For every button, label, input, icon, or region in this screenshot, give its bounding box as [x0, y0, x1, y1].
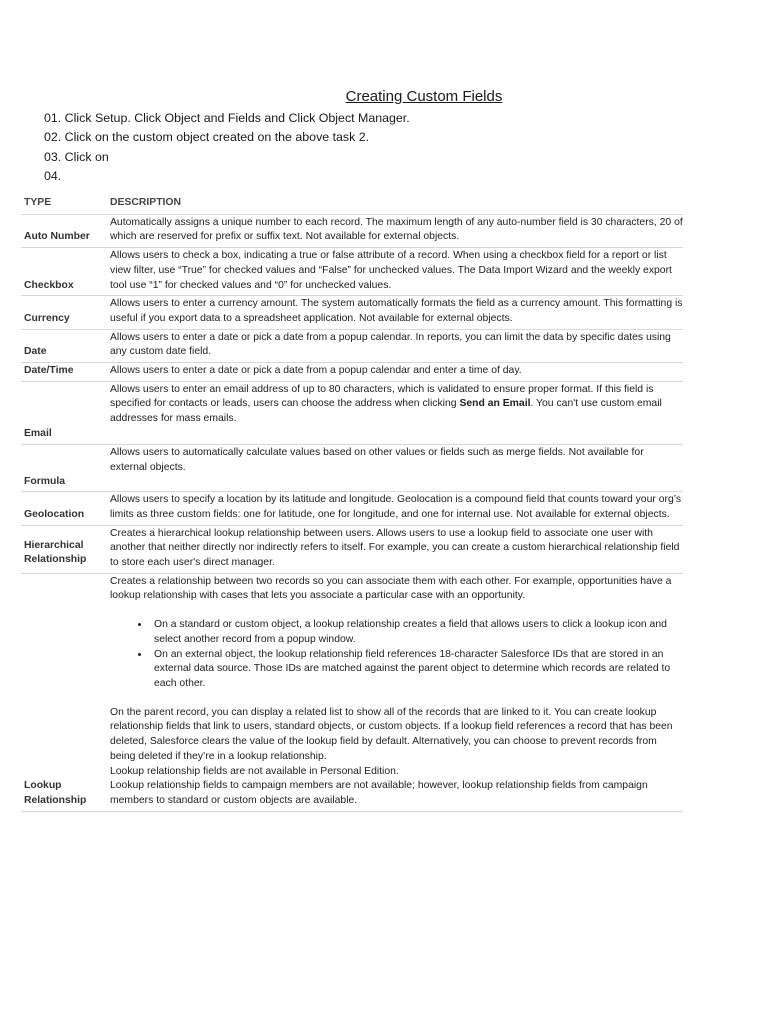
page-title: Creating Custom Fields [345, 88, 503, 105]
list-item: • On an external object, the lookup relationship field references 18-character Salesforce IDs that are stored in an external data source. Those IDs are matched against the parent object to determine which records are related to each other. [150, 648, 683, 692]
table-row [21, 381, 683, 444]
lookup-bullet-list [110, 618, 683, 692]
field-type: Date/Time [21, 363, 107, 382]
table-row [21, 296, 683, 329]
field-description: Allows users to automatically calculate values based on other values or fields such as merge fields. Not available for external objects. [107, 444, 683, 491]
email-description-start: Allows users to enter an email address of up to 80 characters, which is validated to ensure proper format. If this field is specified for contacts or leads, users can choose the address when clicking [110, 383, 654, 410]
field-description: Allows users to enter a date or pick a date from a popup calendar and enter a time of day. [107, 363, 683, 382]
field-description: Allows users to specify a location by its latitude and longitude. Geolocation is a compound field that counts toward your org’s limits as three custom fields: one for latitude, one for longitude, and one for internal use. Not available for external objects. [107, 492, 683, 525]
table-row [21, 525, 683, 573]
email-description-end: . You can't use custom email addresses for mass emails. [110, 398, 662, 425]
lookup-paragraph: On the parent record, you can display a related list to show all of the records that are linked to it. You can create lookup relationship fields that link to users, standard objects, or custom objects. If a lookup field references a record that has been deleted, Salesforce clears the value of the lookup field by default. Alternatively, you can choose to prevent records from being deleted if they’re in a lookup relationship. [110, 706, 673, 762]
step-item: 03. Click on [44, 149, 109, 164]
field-description [107, 573, 683, 811]
lookup-paragraph: Lookup relationship fields to campaign members are not available; however, lookup relationship fields from campaign members to standard or custom objects are available. [110, 780, 648, 806]
field-type: Lookup Relationship [21, 573, 107, 811]
step-item: 02. Click on the custom object created on the above task 2. [44, 130, 370, 145]
step-item: 04. [44, 168, 62, 183]
field-type: Formula [21, 444, 107, 491]
table-row [21, 329, 683, 362]
field-type: Geolocation [21, 492, 107, 525]
lookup-paragraph: Lookup relationship fields are not available in Personal Edition. [110, 765, 399, 777]
field-types-table [21, 194, 683, 812]
field-description: Automatically assigns a unique number to each record. The maximum length of any auto-number field is 30 characters, 20 of which are reserved for prefix or suffix text. Not available for external objects. [107, 214, 683, 247]
field-description: Allows users to enter a date or pick a date from a popup calendar. In reports, you can limit the data by specific dates using any custom date field. [107, 329, 683, 362]
table-row [21, 248, 683, 296]
table-row [21, 363, 683, 382]
table-row [21, 492, 683, 525]
field-type: Checkbox [21, 248, 107, 296]
steps-list [44, 109, 410, 186]
column-header-description: DESCRIPTION [107, 194, 683, 214]
table-row [21, 214, 683, 247]
field-type: Date [21, 329, 107, 362]
field-type: Auto Number [21, 214, 107, 247]
table-row [21, 573, 683, 811]
column-header-type: TYPE [21, 194, 107, 214]
list-item: • On a standard or custom object, a lookup relationship creates a field that allows users to click a lookup icon and select another record from a popup window. [150, 618, 683, 647]
lookup-intro: Creates a relationship between two records so you can associate them with each other. For example, opportunities have a lookup relationship with cases that lets you associate a particular case with an opportunity. [110, 575, 672, 602]
field-description: Allows users to enter a currency amount. The system automatically formats the field as a currency amount. This formatting is useful if you export data to a spreadsheet application. Not available for external objects. [107, 296, 683, 329]
field-description: Creates a hierarchical lookup relationship between users. Allows users to use a lookup field to associate one user with another that neither directly nor indirectly refers to itself. For example, you can create a custom hierarchical relationship field to store each user's direct manager. [107, 525, 683, 573]
field-description [107, 381, 683, 444]
field-type: Currency [21, 296, 107, 329]
table-row [21, 444, 683, 491]
field-type: Hierarchical Relationship [21, 525, 107, 573]
step-item: 01. Click Setup. Click Object and Fields and Click Object Manager. [44, 111, 410, 125]
field-type: Email [21, 381, 107, 444]
table-header-row [21, 194, 683, 214]
field-description: Allows users to check a box, indicating a true or false attribute of a record. When using a checkbox field for a report or list view filter, use “True” for checked values and “False” for unchecked values. The Data Import Wizard and the weekly export tool use “1” for checked values and “0” for unchecked values. [107, 248, 683, 296]
send-an-email-label: Send an Email [459, 398, 531, 410]
